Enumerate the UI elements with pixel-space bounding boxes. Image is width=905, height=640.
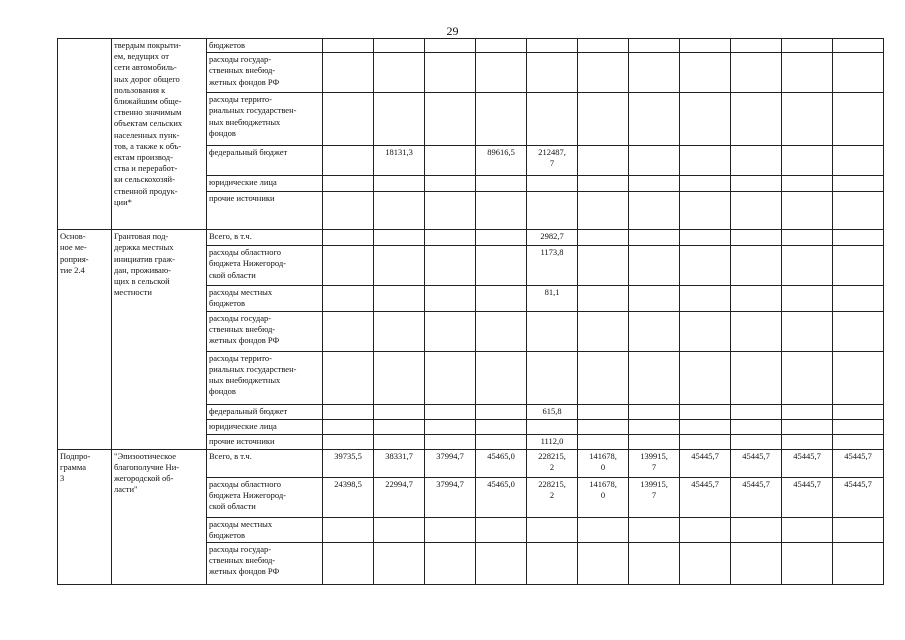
budget-table-body	[58, 39, 884, 585]
value-cell	[833, 39, 884, 53]
value-cell	[833, 246, 884, 286]
description-cell: твердым покрыти- ем, ведущих от сети автомобиль- ных дорог общего пользования к ближайшим обще- ственно значимым объектам сельских населенных пунк- тов, а также к объ- ектам производ- ства и переработ- ки сельскохозяй- ственной продук- ции*	[112, 39, 207, 230]
value-cell: 139915, 7	[629, 449, 680, 477]
value-cell	[680, 404, 731, 419]
value-cell	[578, 517, 629, 542]
value-cell	[425, 286, 476, 311]
value-cell	[782, 404, 833, 419]
value-cell	[629, 517, 680, 542]
value-cell	[731, 351, 782, 404]
value-cell	[731, 311, 782, 351]
value-cell	[782, 230, 833, 246]
funding-source-label: расходы областного бюджета Нижегород- ской области	[207, 477, 323, 517]
value-cell	[731, 39, 782, 53]
value-cell	[680, 517, 731, 542]
value-cell	[374, 93, 425, 146]
value-cell	[425, 517, 476, 542]
value-cell	[680, 146, 731, 176]
funding-source-label: расходы террито- риальных государствен- ных внебюджетных фондов	[207, 93, 323, 146]
value-cell	[527, 351, 578, 404]
value-cell	[476, 404, 527, 419]
value-cell	[476, 53, 527, 93]
value-cell	[323, 230, 374, 246]
funding-source-label: бюджетов	[207, 39, 323, 53]
value-cell	[833, 351, 884, 404]
value-cell	[680, 230, 731, 246]
value-cell: 18131,3	[374, 146, 425, 176]
value-cell	[833, 146, 884, 176]
value-cell	[425, 246, 476, 286]
value-cell	[527, 176, 578, 192]
value-cell	[476, 176, 527, 192]
value-cell: 1173,8	[527, 246, 578, 286]
value-cell: 45445,7	[731, 477, 782, 517]
value-cell: 45445,7	[680, 477, 731, 517]
value-cell: 38331,7	[374, 449, 425, 477]
value-cell	[782, 419, 833, 434]
value-cell	[782, 39, 833, 53]
value-cell	[629, 230, 680, 246]
value-cell	[323, 286, 374, 311]
value-cell: 45465,0	[476, 449, 527, 477]
value-cell	[680, 351, 731, 404]
value-cell	[374, 230, 425, 246]
funding-source-label: федеральный бюджет	[207, 146, 323, 176]
value-cell: 141678, 0	[578, 477, 629, 517]
value-cell: 22994,7	[374, 477, 425, 517]
value-cell	[527, 419, 578, 434]
value-cell	[374, 192, 425, 230]
value-cell	[833, 517, 884, 542]
value-cell: 228215, 2	[527, 449, 578, 477]
value-cell	[680, 434, 731, 449]
value-cell	[578, 230, 629, 246]
value-cell	[425, 93, 476, 146]
value-cell	[731, 176, 782, 192]
funding-source-label: прочие источники	[207, 192, 323, 230]
value-cell	[425, 176, 476, 192]
value-cell	[782, 146, 833, 176]
value-cell	[323, 192, 374, 230]
value-cell	[578, 543, 629, 585]
value-cell	[680, 286, 731, 311]
funding-source-label: расходы областного бюджета Нижегород- ской области	[207, 246, 323, 286]
value-cell	[578, 404, 629, 419]
value-cell: 89616,5	[476, 146, 527, 176]
budget-table	[57, 38, 884, 585]
value-cell	[782, 176, 833, 192]
value-cell	[374, 39, 425, 53]
section-cell: Подпро- грамма 3	[58, 449, 112, 584]
value-cell	[425, 543, 476, 585]
value-cell	[527, 517, 578, 542]
value-cell: 45445,7	[731, 449, 782, 477]
value-cell	[731, 146, 782, 176]
funding-source-label: расходы местных бюджетов	[207, 286, 323, 311]
value-cell	[374, 176, 425, 192]
value-cell	[629, 404, 680, 419]
value-cell	[680, 311, 731, 351]
value-cell	[629, 192, 680, 230]
value-cell: 45445,7	[833, 449, 884, 477]
value-cell	[374, 286, 425, 311]
value-cell	[731, 517, 782, 542]
value-cell	[629, 434, 680, 449]
value-cell	[680, 176, 731, 192]
funding-source-label: расходы государ- ственных внебюд- жетных фондов РФ	[207, 311, 323, 351]
value-cell	[323, 351, 374, 404]
value-cell	[731, 404, 782, 419]
value-cell	[833, 434, 884, 449]
value-cell	[680, 93, 731, 146]
value-cell	[629, 286, 680, 311]
value-cell	[833, 311, 884, 351]
value-cell: 615,8	[527, 404, 578, 419]
value-cell	[578, 53, 629, 93]
description-cell: "Эпизоотическое благополучие Ни- жегородской об- ласти"	[112, 449, 207, 584]
value-cell	[629, 146, 680, 176]
value-cell: 212487, 7	[527, 146, 578, 176]
value-cell	[731, 192, 782, 230]
value-cell	[629, 311, 680, 351]
value-cell	[527, 311, 578, 351]
value-cell	[782, 286, 833, 311]
value-cell	[833, 286, 884, 311]
value-cell	[833, 192, 884, 230]
value-cell	[629, 93, 680, 146]
value-cell	[374, 434, 425, 449]
value-cell: 24398,5	[323, 477, 374, 517]
value-cell	[731, 53, 782, 93]
value-cell	[782, 53, 833, 93]
value-cell: 39735,5	[323, 449, 374, 477]
value-cell: 37994,7	[425, 477, 476, 517]
funding-source-label: Всего, в т.ч.	[207, 230, 323, 246]
value-cell: 2982,7	[527, 230, 578, 246]
value-cell	[680, 39, 731, 53]
value-cell	[527, 93, 578, 146]
value-cell	[629, 351, 680, 404]
description-cell: Грантовая под- держка местных инициатив граж- дан, проживаю- щих в сельской местности	[112, 230, 207, 449]
value-cell	[782, 351, 833, 404]
value-cell	[833, 419, 884, 434]
value-cell	[476, 246, 527, 286]
value-cell	[476, 351, 527, 404]
value-cell	[782, 543, 833, 585]
value-cell	[731, 434, 782, 449]
funding-source-label: Всего, в т.ч.	[207, 449, 323, 477]
value-cell	[680, 192, 731, 230]
value-cell	[833, 230, 884, 246]
value-cell	[731, 543, 782, 585]
value-cell	[374, 53, 425, 93]
value-cell	[425, 53, 476, 93]
value-cell	[323, 246, 374, 286]
section-cell: Основ- ное ме- роприя- тие 2.4	[58, 230, 112, 449]
value-cell	[680, 246, 731, 286]
value-cell	[578, 419, 629, 434]
value-cell	[629, 419, 680, 434]
value-cell	[680, 543, 731, 585]
value-cell	[578, 246, 629, 286]
value-cell	[833, 543, 884, 585]
value-cell	[629, 543, 680, 585]
value-cell	[425, 351, 476, 404]
value-cell	[731, 419, 782, 434]
value-cell	[578, 39, 629, 53]
funding-source-label: расходы государ- ственных внебюд- жетных фондов РФ	[207, 543, 323, 585]
value-cell	[476, 419, 527, 434]
value-cell	[578, 434, 629, 449]
value-cell	[629, 53, 680, 93]
table-row	[58, 39, 884, 53]
funding-source-label: юридические лица	[207, 419, 323, 434]
value-cell	[374, 419, 425, 434]
value-cell	[323, 434, 374, 449]
value-cell	[425, 146, 476, 176]
value-cell	[731, 230, 782, 246]
value-cell	[323, 53, 374, 93]
value-cell: 141678, 0	[578, 449, 629, 477]
value-cell	[323, 543, 374, 585]
value-cell: 81,1	[527, 286, 578, 311]
value-cell: 139915, 7	[629, 477, 680, 517]
page-number: 29	[446, 24, 459, 38]
value-cell: 45445,7	[782, 449, 833, 477]
value-cell	[323, 311, 374, 351]
value-cell	[374, 404, 425, 419]
value-cell	[425, 230, 476, 246]
value-cell	[527, 39, 578, 53]
value-cell	[476, 93, 527, 146]
value-cell	[374, 517, 425, 542]
value-cell	[476, 230, 527, 246]
value-cell	[680, 53, 731, 93]
value-cell	[782, 246, 833, 286]
value-cell: 45445,7	[833, 477, 884, 517]
value-cell	[833, 176, 884, 192]
value-cell	[374, 543, 425, 585]
section-cell	[58, 39, 112, 230]
funding-source-label: федеральный бюджет	[207, 404, 323, 419]
value-cell	[782, 434, 833, 449]
value-cell	[425, 39, 476, 53]
value-cell	[323, 176, 374, 192]
value-cell	[374, 311, 425, 351]
value-cell	[527, 53, 578, 93]
value-cell	[476, 311, 527, 351]
value-cell	[374, 351, 425, 404]
value-cell	[731, 286, 782, 311]
funding-source-label: юридические лица	[207, 176, 323, 192]
value-cell	[476, 39, 527, 53]
funding-source-label: расходы террито- риальных государствен- ных внебюджетных фондов	[207, 351, 323, 404]
value-cell: 1112,0	[527, 434, 578, 449]
value-cell	[833, 404, 884, 419]
value-cell	[323, 517, 374, 542]
value-cell	[323, 419, 374, 434]
value-cell: 45445,7	[680, 449, 731, 477]
value-cell	[323, 93, 374, 146]
value-cell	[578, 351, 629, 404]
value-cell	[323, 39, 374, 53]
value-cell	[476, 517, 527, 542]
value-cell	[578, 192, 629, 230]
value-cell	[425, 404, 476, 419]
value-cell	[425, 192, 476, 230]
table-row	[58, 230, 884, 246]
value-cell	[629, 246, 680, 286]
value-cell: 45465,0	[476, 477, 527, 517]
funding-source-label: расходы местных бюджетов	[207, 517, 323, 542]
value-cell	[374, 246, 425, 286]
value-cell	[476, 543, 527, 585]
value-cell	[425, 434, 476, 449]
value-cell	[731, 246, 782, 286]
value-cell: 228215, 2	[527, 477, 578, 517]
value-cell	[476, 286, 527, 311]
value-cell	[782, 192, 833, 230]
value-cell	[476, 192, 527, 230]
value-cell	[782, 311, 833, 351]
value-cell	[425, 311, 476, 351]
value-cell	[782, 517, 833, 542]
value-cell	[731, 93, 782, 146]
funding-source-label: расходы государ- ственных внебюд- жетных фондов РФ	[207, 53, 323, 93]
value-cell	[629, 39, 680, 53]
value-cell	[323, 146, 374, 176]
value-cell	[323, 404, 374, 419]
value-cell	[425, 419, 476, 434]
value-cell	[629, 176, 680, 192]
value-cell	[782, 93, 833, 146]
table-row	[58, 449, 884, 477]
value-cell	[578, 93, 629, 146]
value-cell	[527, 543, 578, 585]
funding-source-label: прочие источники	[207, 434, 323, 449]
value-cell	[833, 93, 884, 146]
value-cell	[578, 176, 629, 192]
value-cell	[578, 311, 629, 351]
value-cell	[527, 192, 578, 230]
value-cell	[578, 146, 629, 176]
value-cell	[833, 53, 884, 93]
value-cell: 37994,7	[425, 449, 476, 477]
value-cell	[680, 419, 731, 434]
value-cell	[476, 434, 527, 449]
value-cell	[578, 286, 629, 311]
value-cell: 45445,7	[782, 477, 833, 517]
